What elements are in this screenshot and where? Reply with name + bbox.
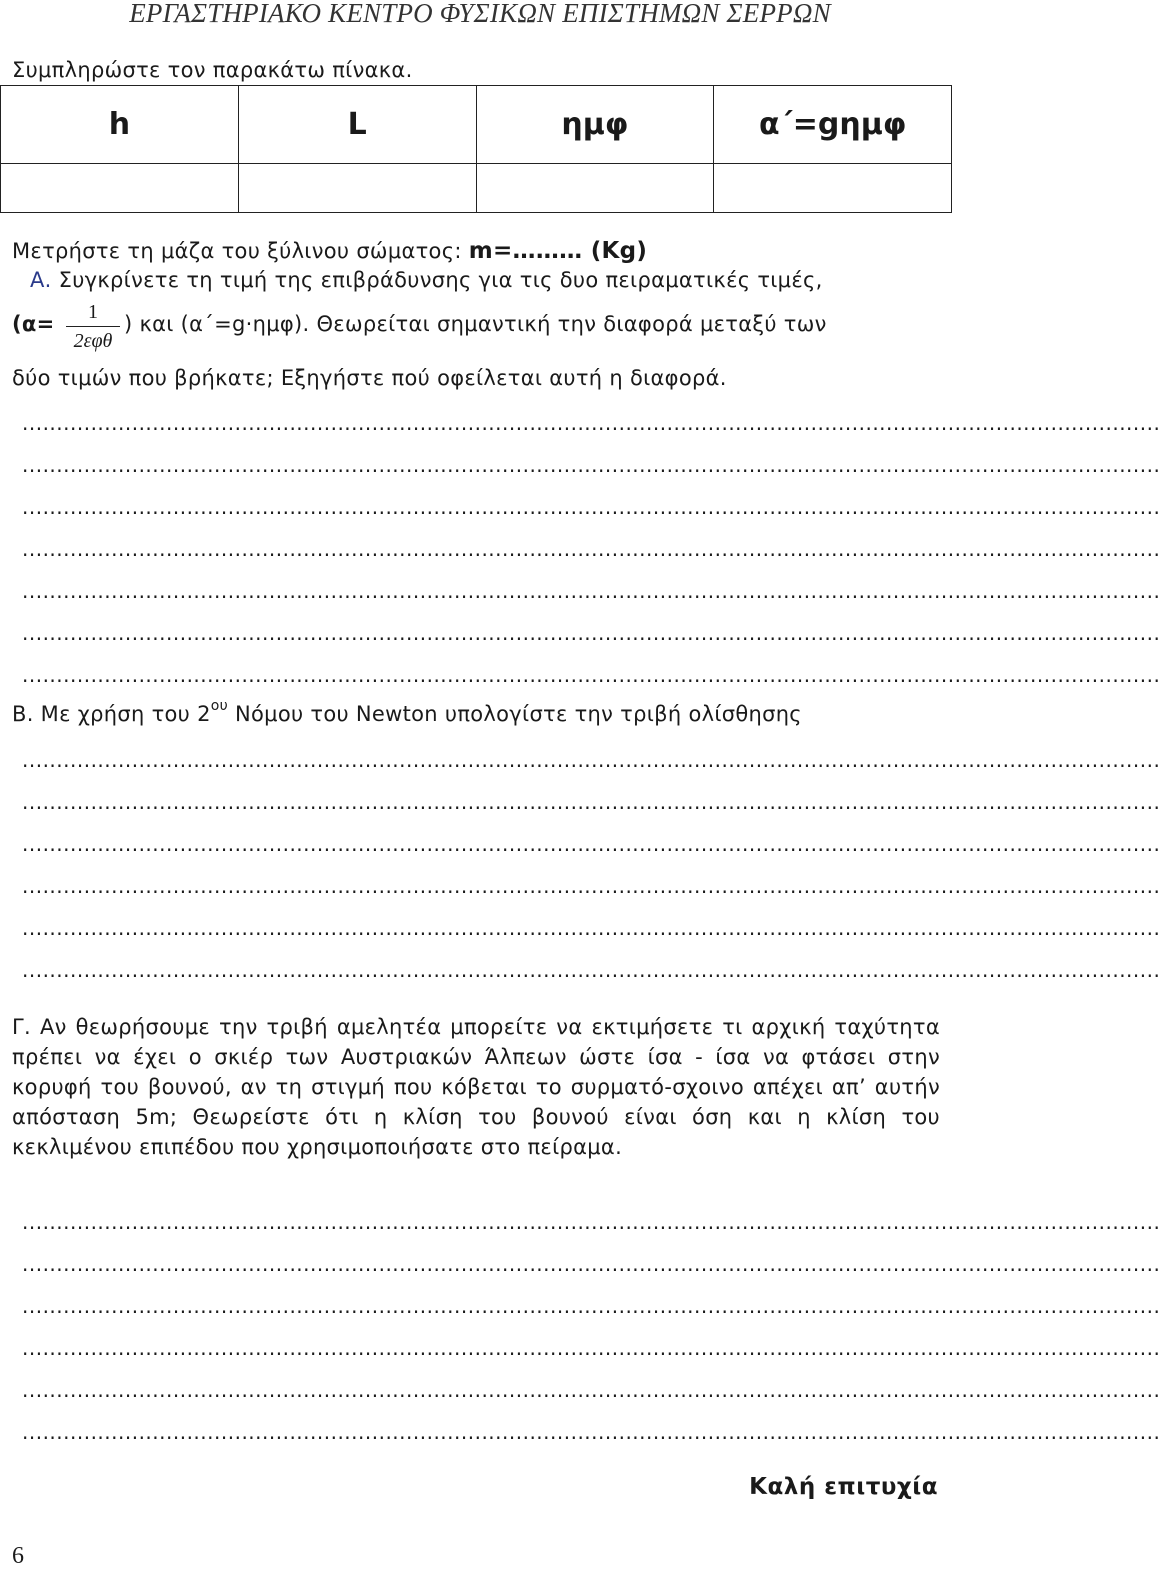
answer-line[interactable]: ...................................................................................................................................................................... (22, 537, 1160, 561)
section-a-line2-left (12, 312, 55, 336)
section-a-question: Θεωρείται σημαντική την διαφορά μεταξύ των (309, 312, 827, 336)
answer-line[interactable]: ...................................................................................................................................................................... (22, 958, 1160, 982)
mass-formula: m=……… (Kg) (468, 238, 648, 264)
answer-line[interactable]: ...................................................................................................................................................................... (22, 874, 1160, 898)
table-cell-acceleration[interactable] (714, 164, 952, 213)
fraction-bar (66, 326, 120, 327)
answer-line[interactable]: ...................................................................................................................................................................... (22, 579, 1160, 603)
section-b-question (12, 698, 802, 726)
table-cell-L[interactable] (238, 164, 476, 213)
section-a-line2-right (124, 312, 827, 336)
col-header-acceleration: α΄=gημφ (714, 86, 952, 164)
section-a-line1 (30, 268, 823, 292)
answer-line[interactable]: ...................................................................................................................................................................... (22, 1420, 1160, 1444)
section-a-line3: δύο τιμών που βρήκατε; Εξηγήστε πού οφείλεται αυτή η διαφορά. (12, 366, 727, 390)
answer-line[interactable]: ...................................................................................................................................................................... (22, 1378, 1160, 1402)
answer-line[interactable]: ...................................................................................................................................................................... (22, 495, 1160, 519)
table-instruction: Συμπληρώστε τον παρακάτω πίνακα. (12, 58, 413, 82)
fraction-formula (66, 300, 120, 353)
alpha-prime-formula: ) και (α΄=g·ημφ). (124, 312, 310, 336)
mass-line (12, 238, 647, 264)
answer-line[interactable]: ...................................................................................................................................................................... (22, 663, 1160, 687)
closing-wish: Καλή επιτυχία (749, 1474, 938, 1500)
alpha-open: (α= (12, 312, 55, 336)
mass-prompt: Μετρήστε τη μάζα του ξύλινου σώματος: (12, 239, 469, 263)
answer-line[interactable]: ...................................................................................................................................................................... (22, 411, 1160, 435)
answer-line[interactable]: ...................................................................................................................................................................... (22, 1294, 1160, 1318)
table-cell-sinphi[interactable] (476, 164, 714, 213)
table-cell-h[interactable] (1, 164, 239, 213)
col-header-L: L (238, 86, 476, 164)
answer-line[interactable]: ...................................................................................................................................................................... (22, 1336, 1160, 1360)
section-b-prefix: Β. Με χρήση του 2 (12, 702, 211, 726)
section-a-label: Α. (30, 268, 52, 292)
section-b-suffix: Νόμου του Newton υπολογίστε την τριβή ολίσθησης (228, 702, 802, 726)
answer-line[interactable]: ...................................................................................................................................................................... (22, 748, 1160, 772)
answer-line[interactable]: ...................................................................................................................................................................... (22, 790, 1160, 814)
fraction-denominator: 2εφθ (73, 330, 113, 352)
col-header-h: h (1, 86, 239, 164)
answer-line[interactable]: ...................................................................................................................................................................... (22, 916, 1160, 940)
answer-line[interactable]: ...................................................................................................................................................................... (22, 621, 1160, 645)
answer-line[interactable]: ...................................................................................................................................................................... (22, 453, 1160, 477)
page-number: 6 (12, 1543, 24, 1569)
answer-line[interactable]: ...................................................................................................................................................................... (22, 832, 1160, 856)
fraction-numerator: 1 (88, 301, 98, 323)
col-header-sinphi: ημφ (476, 86, 714, 164)
table-row (1, 164, 952, 213)
answer-line[interactable]: ...................................................................................................................................................................... (22, 1252, 1160, 1276)
section-a-text: Συγκρίνετε τη τιμή της επιβράδυνσης για τις δυο πειραματικές τιμές, (51, 268, 823, 292)
section-c-question: Γ. Αν θεωρήσουμε την τριβή αμελητέα μπορείτε να εκτιμήσετε τι αρχική ταχύτητα πρέπει να έχει ο σκιέρ των Αυστριακών Άλπεων ώστε ίσα - ίσα να φτάσει στην κορυφή του βουνού, αν τη στιγμή που κόβεται το συρματό-σχοινο απέχει απ’ αυτήν απόσταση 5m; Θεωρείστε ότι η κλίση του βουνού είναι όση και η κλίση του κεκλιμένου επιπέδου που χρησιμοποιήσατε στο πείραμα. (12, 1015, 940, 1159)
page-header: ΕΡΓΑΣΤΗΡΙΑΚΟ ΚΕΝΤΡΟ ΦΥΣΙΚΩΝ ΕΠΙΣΤΗΜΩΝ ΣΕΡΡΩΝ (129, 0, 831, 28)
data-table (0, 85, 952, 213)
section-b-superscript: ου (210, 698, 229, 714)
table-header-row (1, 86, 952, 164)
answer-line[interactable]: ...................................................................................................................................................................... (22, 1210, 1160, 1234)
